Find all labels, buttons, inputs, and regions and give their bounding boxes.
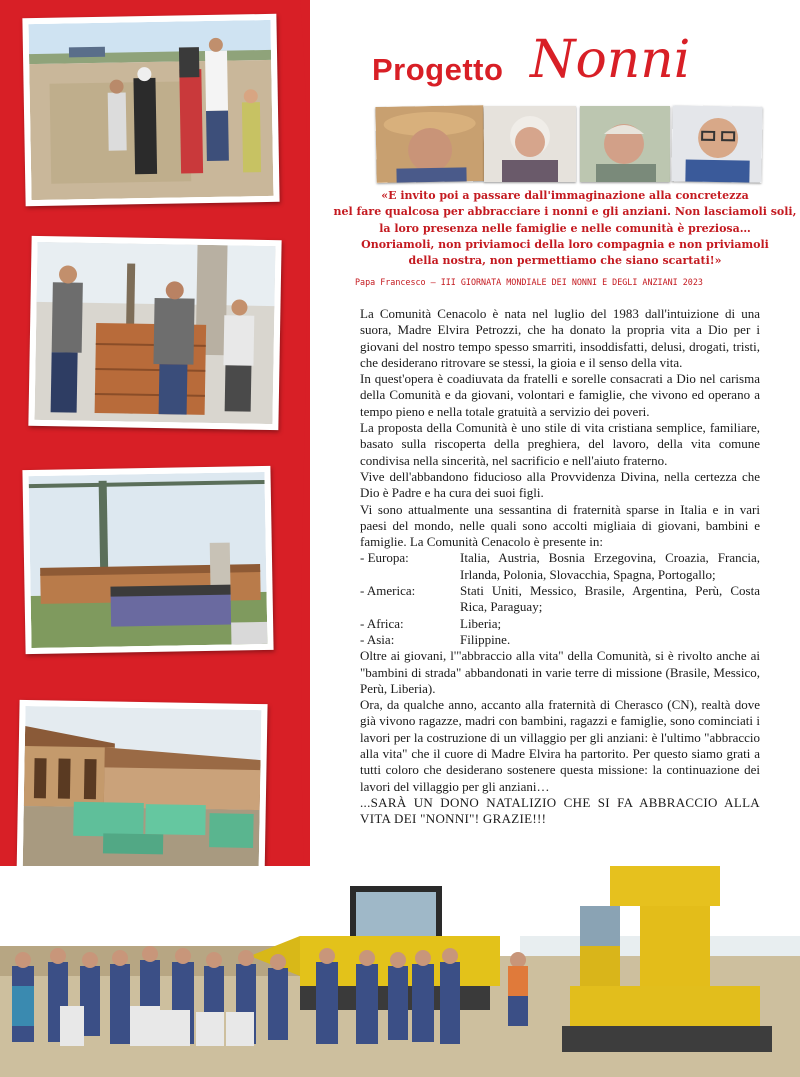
portrait-woman-hat <box>375 105 484 183</box>
countries-list <box>360 550 760 648</box>
photo-group-excavators <box>0 866 800 1077</box>
country-row-asia <box>360 632 760 648</box>
region-countries: Italia, Austria, Bosnia Erzegovina, Croazia, Francia, Irlanda, Polonia, Slovacchia, Spagna, Portogallo; <box>460 550 760 582</box>
photo-crane-group <box>22 466 273 654</box>
photo-brick-work <box>28 236 281 430</box>
country-row-america <box>360 583 760 616</box>
quote-line: Onoriamoli, non priviamoci della loro compagnia e non priviamoli <box>361 237 769 251</box>
closing-statement: ...SARÀ UN DONO NATALIZIO CHE SI FA ABBRACCIO ALLA VITA DEI "NONNI"! GRAZIE!!! <box>360 794 760 827</box>
country-row-europe <box>360 550 760 583</box>
quote-line: della nostra, non permettiamo che siano scartati!» <box>408 254 722 268</box>
portrait-smiling-woman <box>580 106 670 182</box>
region-countries: Filippine. <box>460 631 511 647</box>
body-paragraph: Ora, da qualche anno, accanto alla fraternità di Cherasco (CN), realtà dove già vivono ragazze, madri con bambini, ragazzi e famiglie, sono cominciati i lavori per la costruzione di un villaggio per gli anziani: è l'ultimo "abbraccio alla vita" che il cuore di Madre Elvira ha partorito. Per questo siamo grati a tutti coloro che desiderano sostenere questa missione: la continuazione dei lavori del villaggio per gli anziani… <box>360 697 760 794</box>
quote-line: «E invito poi a passare dall'immaginazione alla concretezza <box>381 189 749 202</box>
progetto-nonni-logo <box>372 30 772 100</box>
region-label: - Europa: <box>360 550 409 566</box>
pope-quote <box>330 188 800 269</box>
body-paragraph: Vive dell'abbandono fiducioso alla Provvidenza Divina, nella certezza che Dio è Padre e ha cura dei suoi figli. <box>360 468 760 501</box>
logo-progetto-text: Progetto <box>372 52 504 87</box>
body-paragraph: In quest'opera è coadiuvata da fratelli e sorelle consacrati a Dio nel carisma della Comunità e da giovani, volontari e famiglie, che vivono ed operano a tempo pieno e nella totale gratuità a servizio dei poveri. <box>360 371 760 419</box>
portrait-elderly-woman-white-hair <box>484 106 576 182</box>
portrait-man-glasses <box>671 105 762 183</box>
body-paragraph: La proposta della Comunità è uno stile di vita cristiana semplice, familiare, basato sulla riscoperta della preghiera, del lavoro, della vita comune condivisa nella sincerità, nel sacrificio e nell'aiuto fraterno. <box>360 420 760 468</box>
body-paragraph: La Comunità Cenacolo è nata nel luglio del 1983 dall'intuizione di una suora, Madre Elvira Petrozzi, che ha donato la propria vita a Dio per i giovani del nostro tempo spesso smarriti, insoddisfatti, delusi, drogati, tristi, che desiderano ritrovare se stessi, la gioia e il senso della vita. <box>360 306 760 370</box>
logo-nonni-text: Nonni <box>530 30 691 90</box>
quote-line: la loro presenza nelle famiglie e nelle comunità è preziosa… <box>379 221 751 235</box>
quote-citation: Papa Francesco – III GIORNATA MONDIALE DEI NONNI E DEGLI ANZIANI 2023 <box>355 277 703 287</box>
body-paragraph: Oltre ai giovani, l'"abbraccio alla vita" della Comunità, si è rivolto anche ai "bambini di strada" abbandonati in varie terre di missione (Brasile, Messico, Perù, Liberia). <box>360 648 760 696</box>
article-body <box>360 306 760 828</box>
photo-village-houses <box>16 700 267 886</box>
region-label: - Asia: <box>360 631 395 647</box>
photo-site-visit <box>22 14 279 206</box>
quote-line: nel fare qualcosa per abbracciare i nonni e gli anziani. Non lasciamoli soli, <box>333 205 797 219</box>
region-label: - Africa: <box>360 615 404 631</box>
elderly-portraits-strip <box>376 106 762 186</box>
region-label: - America: <box>360 583 416 599</box>
country-row-africa <box>360 616 760 632</box>
body-paragraph: Vi sono attualmente una sessantina di fraternità sparse in Italia e in vari paesi del mondo, nelle quali sono accolti migliaia di giovani, bambini e famiglie. La Comunità Cenacolo è presente in: <box>360 501 760 550</box>
region-countries: Stati Uniti, Messico, Brasile, Argentina, Perù, Costa Rica, Paraguay; <box>460 583 760 615</box>
region-countries: Liberia; <box>460 615 502 631</box>
